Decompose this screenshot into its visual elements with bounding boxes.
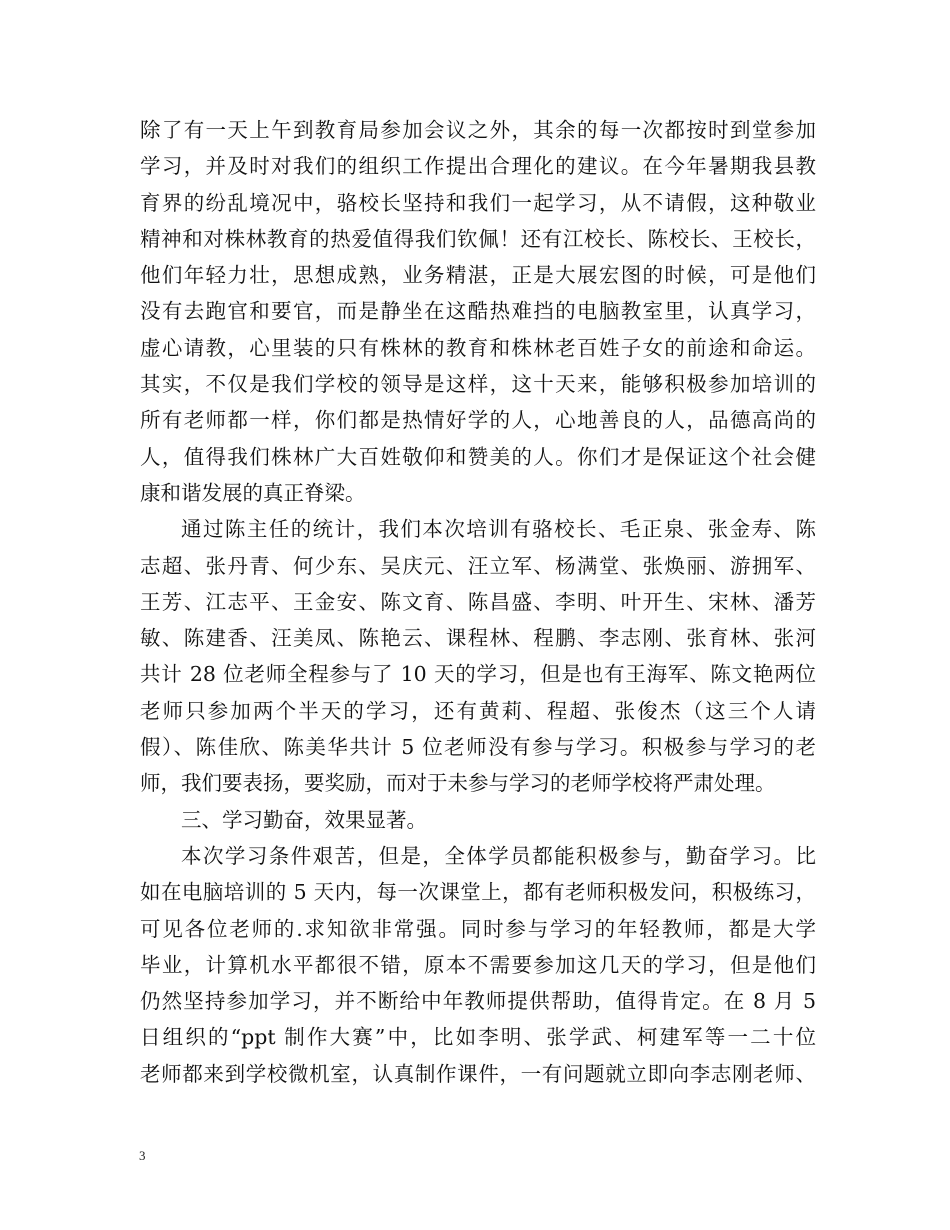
- text-line: 学习，并及时对我们的组织工作提出合理化的建议。在今年暑期我县教: [140, 154, 816, 179]
- text-line: 共计 28 位老师全程参与了 10 天的学习，但是也有王海军、陈文艳两位: [140, 662, 816, 687]
- text-line: 可见各位老师的.求知欲非常强。同时参与学习的年轻教师，都是大学: [140, 916, 816, 941]
- section-heading: 三、学习勤奋，效果显著。: [181, 807, 427, 832]
- text-line: 精神和对株林教育的热爱值得我们钦佩！还有江校长、陈校长、王校长，: [140, 226, 816, 251]
- text-line: 除了有一天上午到教育局参加会议之外，其余的每一次都按时到堂参加: [140, 118, 816, 142]
- text-line: 志超、张丹青、何少东、吴庆元、汪立军、杨满堂、张焕丽、游拥军、: [140, 553, 816, 578]
- text-line: 康和谐发展的真正脊梁。: [140, 480, 366, 505]
- page-number: 3: [139, 1148, 146, 1163]
- text-line: 日组织的“ppt 制作大赛”中，比如李明、张学武、柯建军等一二十位: [140, 1025, 816, 1050]
- text-line: 其实，不仅是我们学校的领导是这样，这十天来，能够积极参加培训的: [140, 372, 816, 397]
- text-line: 敏、陈建香、汪美凤、陈艳云、课程林、程鹏、李志刚、张育林、张河: [140, 626, 816, 651]
- text-line: 老师都来到学校微机室，认真制作课件，一有问题就立即向李志刚老师、: [140, 1061, 816, 1086]
- document-body: [140, 112, 816, 1092]
- text-line: 没有去跑官和要官，而是静坐在这酷热难挡的电脑教室里，认真学习，: [140, 299, 816, 324]
- text-line: 虚心请教，心里装的只有株林的教育和株林老百姓子女的前途和命运。: [140, 335, 816, 360]
- text-line: 人，值得我们株林广大百姓敬仰和赞美的人。你们才是保证这个社会健: [140, 444, 816, 469]
- paragraph-first-line: 本次学习条件艰苦，但是，全体学员都能积极参与，勤奋学习。比: [181, 843, 816, 868]
- text-line: 如在电脑培训的 5 天内，每一次课堂上，都有老师积极发问，积极练习，: [140, 880, 816, 905]
- text-line: 师，我们要表扬，要奖励，而对于未参与学习的老师学校将严肃处理。: [140, 771, 776, 796]
- text-line: 所有老师都一样，你们都是热情好学的人，心地善良的人，品德高尚的: [140, 408, 816, 433]
- text-line: 假）、陈佳欣、陈美华共计 5 位老师没有参与学习。积极参与学习的老: [140, 735, 816, 760]
- text-line: 仍然坚持参加学习，并不断给中年教师提供帮助，值得肯定。在 8 月 5: [140, 989, 816, 1014]
- paragraph-first-line: 通过陈主任的统计，我们本次培训有骆校长、毛正泉、张金寿、陈: [181, 517, 816, 542]
- text-line: 毕业，计算机水平都很不错，原本不需要参加这几天的学习，但是他们: [140, 952, 816, 977]
- text-line: 育界的纷乱境况中，骆校长坚持和我们一起学习，从不请假，这种敬业: [140, 190, 816, 215]
- text-line: 他们年轻力壮，思想成熟，业务精湛，正是大展宏图的时候，可是他们: [140, 263, 816, 288]
- text-line: 王芳、江志平、王金安、陈文育、陈昌盛、李明、叶开生、宋林、潘芳: [140, 589, 816, 614]
- text-line: 老师只参加两个半天的学习，还有黄莉、程超、张俊杰（这三个人请: [140, 698, 816, 723]
